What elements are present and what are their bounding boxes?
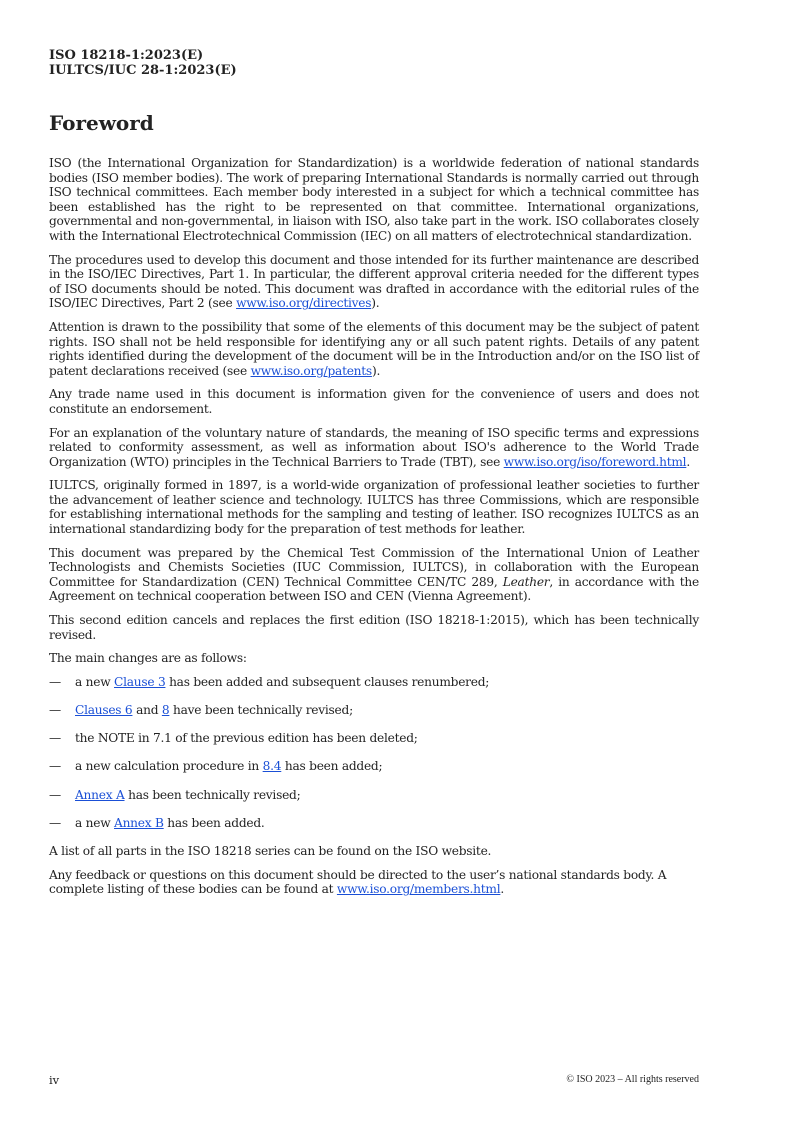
paragraph-patents [49, 320, 699, 378]
paragraph-edition: This second edition cancels and replaces the first edition (ISO 18218-1:2015), which has been technically revised. [49, 613, 699, 642]
dash-bullet: — [49, 674, 61, 689]
link-clause-3[interactable]: Clause 3 [114, 674, 166, 689]
text: a new [75, 674, 115, 689]
paragraph-prepared-by [49, 546, 699, 604]
dash-bullet: — [49, 815, 61, 830]
list-item [49, 759, 699, 774]
paragraph-iso-intro: ISO (the International Organization for Standardization) is a worldwide federation of national standards bodies (ISO member bodies). The work of preparing International Standards is normally carried out through ISO technical committees. Each member body interested in a subject for which a technical committee has been established has the right to be represented on that committee. International organizations, governmental and non-governmental, in liaison with ISO, also take part in the work. ISO collaborates closely with the International Electrotechnical Commission (IEC) on all matters of electrotechnical standardization. [49, 156, 699, 243]
text: The procedures used to develop this document and those intended for its further maintenance are described in the ISO/IEC Directives, Part 1. In particular, the different approval criteria needed for the different types of ISO documents should be noted. This document was drafted in accordance with the editorial rules of the ISO/IEC Directives, Part 2 (see [49, 252, 699, 311]
dash-bullet: — [49, 787, 61, 802]
paragraph-procedures [49, 253, 699, 311]
text: For an explanation of the voluntary nature of standards, the meaning of ISO specific terms and expressions related to conformity assessment, as well as information about ISO's adherence to the World Trade Organization (WTO) principles in the Technical Barriers to Trade (TBT), see [49, 425, 699, 469]
text: a new calculation procedure in [75, 759, 263, 774]
dash-bullet: — [49, 731, 61, 746]
copyright-notice: © ISO 2023 – All rights reserved [566, 1074, 699, 1085]
paragraph-series-list: A list of all parts in the ISO 18218 series can be found on the ISO website. [49, 843, 492, 858]
link-annex-b[interactable]: Annex B [114, 815, 164, 830]
link-members[interactable]: www.iso.org/members.html [336, 882, 501, 897]
text: has been added. [163, 815, 265, 830]
text: ). [371, 296, 380, 311]
paragraph-main-changes: The main changes are as follows: [49, 651, 247, 666]
paragraph-voluntary-nature [49, 426, 699, 470]
text: ). [371, 363, 381, 378]
text: and [132, 703, 162, 717]
text: Attention is drawn to the possibility that some of the elements of this document may be the subject of patent rights. ISO shall not be held responsible for identifying any or all such patent rights. Details of any patent rights identified during the development of the document will be in the Introduction and/or on the ISO list of patent declarations received (see [49, 319, 699, 378]
doc-id-iso: ISO 18218-1:2023(E) [49, 48, 204, 63]
paragraph-trade-name: Any trade name used in this document is information given for the convenience of users and does not constitute an endorsement. [49, 387, 699, 416]
link-clauses-6[interactable]: Clauses 6 [75, 703, 133, 717]
list-item [49, 816, 699, 831]
text: , in accordance with the Agreement on technical cooperation between ISO and CEN (Vienna Agreement). [49, 574, 699, 604]
text: the NOTE in 7.1 of the previous edition has been deleted; [75, 731, 418, 746]
link-directives[interactable]: www.iso.org/directives [236, 296, 372, 311]
link-8-4[interactable]: 8.4 [262, 759, 282, 774]
dash-bullet: — [49, 759, 61, 774]
dash-bullet: — [49, 703, 61, 717]
text: Any feedback or questions on this document should be directed to the user’s national standards body. A complete listing of these bodies can be found at [49, 867, 667, 897]
text: have been technically revised; [169, 703, 353, 717]
doc-id-iultcs: IULTCS/IUC 28-1:2023(E) [49, 63, 237, 78]
list-item [49, 788, 699, 803]
text: has been added and subsequent clauses renumbered; [165, 674, 490, 689]
text: a new [75, 815, 115, 830]
list-item [49, 731, 699, 746]
paragraph-iultcs: IULTCS, originally formed in 1897, is a world-wide organization of professional leather societies to further the advancement of leather science and technology. IULTCS has three Commissions, which are responsible for establishing international methods for the sampling and testing of leather. ISO recognizes IULTCS as an international standardizing body for the preparation of test methods for leather. [49, 478, 699, 537]
list-item [49, 703, 699, 718]
text: . [500, 882, 504, 897]
list-item [49, 675, 699, 690]
link-clause-8[interactable]: 8 [161, 703, 170, 717]
link-foreword[interactable]: www.iso.org/iso/foreword.html [503, 454, 687, 469]
text: has been added; [281, 759, 383, 774]
paragraph-feedback [49, 868, 699, 897]
page-number: iv [49, 1073, 60, 1087]
committee-title: Leather [502, 574, 550, 589]
document-identifier [49, 48, 237, 78]
link-patents[interactable]: www.iso.org/patents [250, 363, 372, 378]
text: This document was prepared by the Chemical Test Commission of the International Union of Leather Technologists and Chemists Societies (IUC Commission, IULTCS), in collaboration with the European Committee for Standardization (CEN) Technical Committee CEN/TC 289, [49, 545, 699, 589]
text: has been technically revised; [124, 787, 301, 802]
page-title: Foreword [49, 111, 154, 135]
link-annex-a[interactable]: Annex A [75, 787, 125, 802]
foreword-body [49, 156, 699, 906]
changes-list [49, 675, 699, 831]
text: . [686, 454, 690, 469]
